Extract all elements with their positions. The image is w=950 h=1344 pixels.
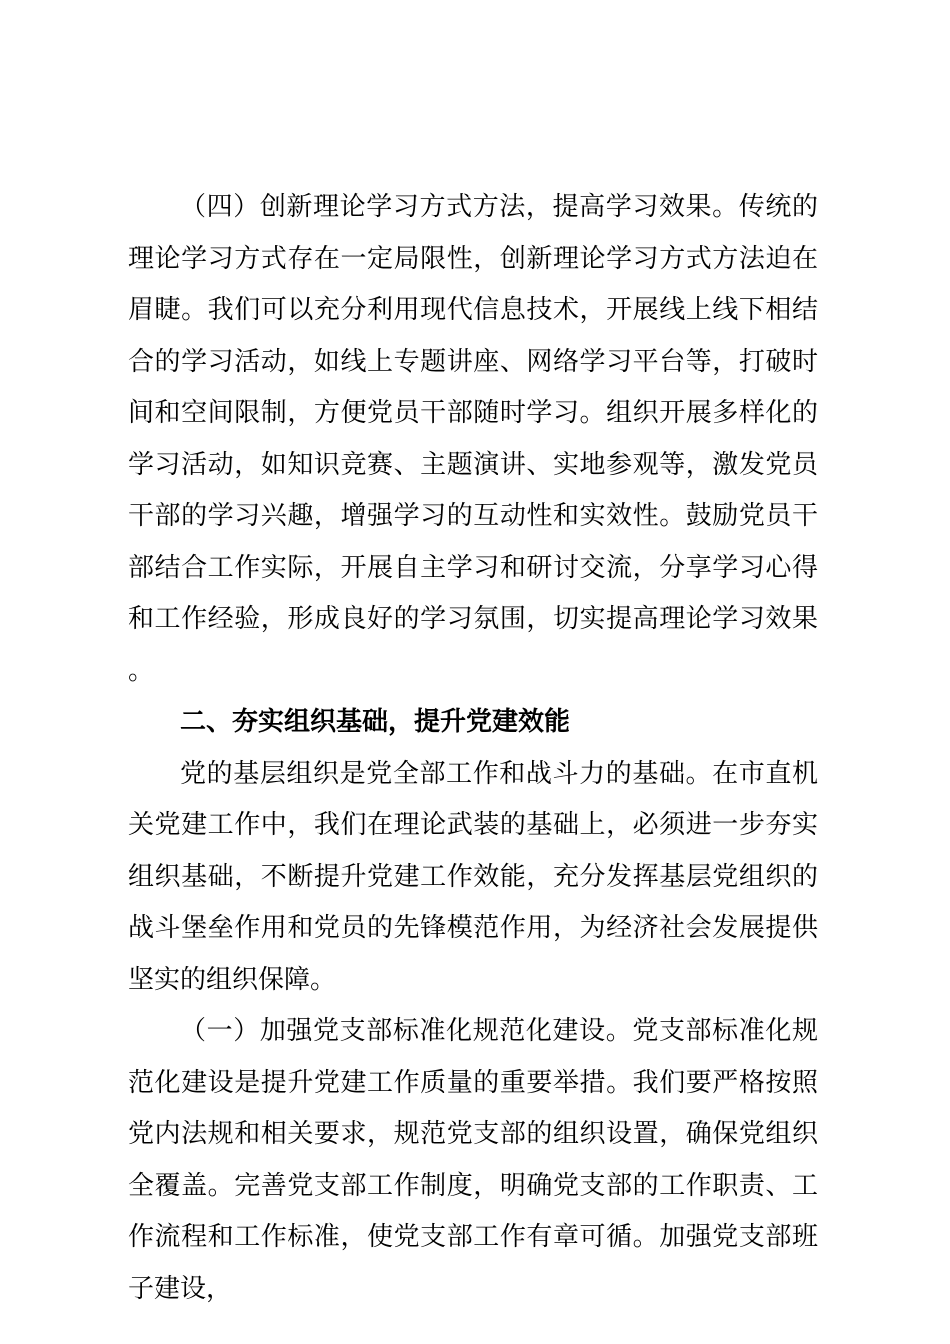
document-body bbox=[128, 182, 818, 1315]
paragraph-organization-foundation: 党的基层组织是党全部工作和战斗力的基础。在市直机关党建工作中，我们在理论武装的基础上，必须进一步夯实组织基础，不断提升党建工作效能，充分发挥基层党组织的战斗堡垒作用和党员的先锋模范作用，为经济社会发展提供坚实的组织保障。 bbox=[128, 758, 818, 995]
paragraph-branch-standardization: （一）加强党支部标准化规范化建设。党支部标准化规范化建设是提升党建工作质量的重要举措。我们要严格按照党内法规和相关要求，规范党支部的组织设置，确保党组织全覆盖。完善党支部工作制度，明确党支部的工作职责、工作流程和工作标准，使党支部工作有章可循。加强党支部班子建设， bbox=[128, 1016, 818, 1304]
section-heading-organization: 二、夯实组织基础，提升党建效能 bbox=[180, 707, 571, 737]
paragraph-innovate-learning: （四）创新理论学习方式方法，提高学习效果。传统的理论学习方式存在一定局限性，创新理论学习方式方法迫在眉睫。我们可以充分利用现代信息技术，开展线上线下相结合的学习活动，如线上专题讲座、网络学习平台等，打破时间和空间限制，方便党员干部随时学习。组织开展多样化的学习活动，如知识竞赛、主题演讲、实地参观等，激发党员干部的学习兴趣，增强学习的互动性和实效性。鼓励党员干部结合工作实际，开展自主学习和研讨交流，分享学习心得和工作经验，形成良好的学习氛围，切实提高理论学习效果。 bbox=[128, 192, 818, 686]
